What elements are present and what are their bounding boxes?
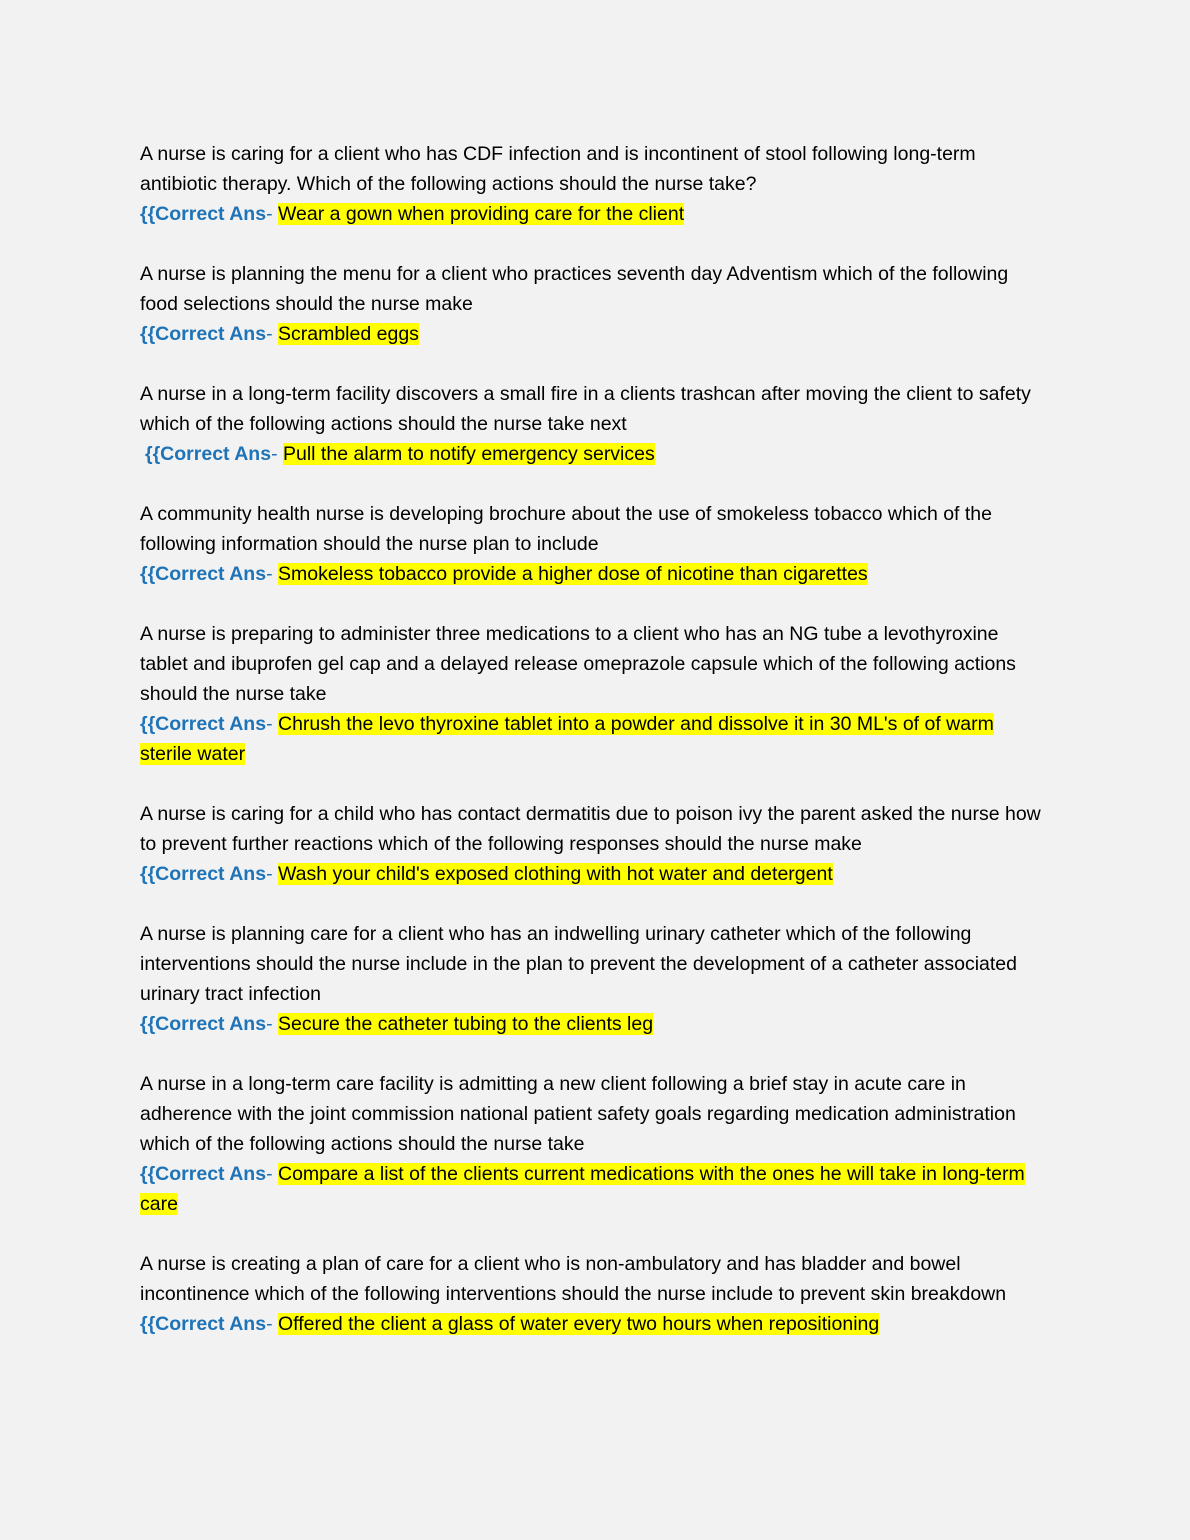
answer-line	[140, 1009, 1050, 1039]
question-text: A nurse is creating a plan of care for a client who is non-ambulatory and has bladder and bowel incontinence which of the following interventions should the nurse include to prevent skin breakdown	[140, 1253, 1007, 1305]
correct-answer-label: {{Correct Ans	[140, 323, 267, 345]
answer-line	[140, 439, 1050, 469]
correct-answer-label: {{Correct Ans	[140, 863, 267, 885]
answer-line	[140, 1309, 1050, 1339]
question-text: A nurse is preparing to administer three medications to a client who has an NG tube a levothyroxine tablet and ibuprofen gel cap and a delayed release omeprazole capsule which of the following actions should the nurse take	[140, 623, 1016, 705]
answer-separator: -	[266, 203, 273, 225]
highlighted-answer: Wash your child's exposed clothing with hot water and detergent	[278, 863, 833, 885]
qa-item	[140, 379, 1050, 469]
highlighted-answer: Scrambled eggs	[278, 323, 419, 345]
answer-line	[140, 1159, 1050, 1219]
answer-line	[140, 319, 1050, 349]
correct-answer-label: {{Correct Ans	[140, 203, 267, 225]
highlighted-answer: Offered the client a glass of water every two hours when repositioning	[278, 1313, 880, 1335]
answer-separator: -	[266, 1013, 273, 1035]
highlighted-answer: Smokeless tobacco provide a higher dose of nicotine than cigarettes	[278, 563, 868, 585]
question-text: A nurse in a long-term facility discovers a small fire in a clients trashcan after moving the client to safety which of the following actions should the nurse take next	[140, 383, 1031, 435]
question-text: A nurse in a long-term care facility is admitting a new client following a brief stay in acute care in adherence with the joint commission national patient safety goals regarding medication administration which of the following actions should the nurse take	[140, 1073, 1016, 1155]
answer-separator: -	[266, 1163, 273, 1185]
answer-separator: -	[266, 713, 273, 735]
question-text: A nurse is planning care for a client who has an indwelling urinary catheter which of the following interventions should the nurse include in the plan to prevent the development of a catheter associated urinary tract infection	[140, 923, 1017, 1005]
correct-answer-label: {{Correct Ans	[140, 563, 267, 585]
question-text: A nurse is caring for a child who has contact dermatitis due to poison ivy the parent asked the nurse how to prevent further reactions which of the following responses should the nurse make	[140, 803, 1041, 855]
highlighted-answer: Wear a gown when providing care for the client	[278, 203, 685, 225]
correct-answer-label: {{Correct Ans	[140, 1313, 267, 1335]
correct-answer-label: {{Correct Ans	[140, 1013, 267, 1035]
qa-item	[140, 1069, 1050, 1219]
qa-item	[140, 919, 1050, 1039]
qa-item	[140, 499, 1050, 589]
highlighted-answer: Pull the alarm to notify emergency services	[283, 443, 655, 465]
qa-item	[140, 799, 1050, 889]
highlighted-answer: Compare a list of the clients current medications with the ones he will take in long-term care	[140, 1163, 1025, 1215]
answer-separator: -	[266, 323, 273, 345]
highlighted-answer: Chrush the levo thyroxine tablet into a powder and dissolve it in 30 ML's of of warm sterile water	[140, 713, 994, 765]
answer-line	[140, 709, 1050, 769]
answer-separator: -	[266, 1313, 273, 1335]
question-answer-list	[140, 139, 1050, 1369]
correct-answer-label: {{Correct Ans	[145, 443, 272, 465]
correct-answer-label: {{Correct Ans	[140, 713, 267, 735]
question-text: A community health nurse is developing brochure about the use of smokeless tobacco which of the following information should the nurse plan to include	[140, 503, 992, 555]
answer-separator: -	[266, 863, 273, 885]
qa-item	[140, 1249, 1050, 1339]
answer-line	[140, 199, 1050, 229]
qa-item	[140, 259, 1050, 349]
answer-line	[140, 859, 1050, 889]
question-text: A nurse is planning the menu for a client who practices seventh day Adventism which of the following food selections should the nurse make	[140, 263, 1009, 315]
highlighted-answer: Secure the catheter tubing to the clients leg	[278, 1013, 654, 1035]
correct-answer-label: {{Correct Ans	[140, 1163, 267, 1185]
qa-item	[140, 619, 1050, 769]
answer-line	[140, 559, 1050, 589]
answer-separator: -	[266, 563, 273, 585]
qa-item	[140, 139, 1050, 229]
question-text: A nurse is caring for a client who has CDF infection and is incontinent of stool following long-term antibiotic therapy. Which of the following actions should the nurse take?	[140, 143, 976, 195]
answer-separator: -	[271, 443, 278, 465]
